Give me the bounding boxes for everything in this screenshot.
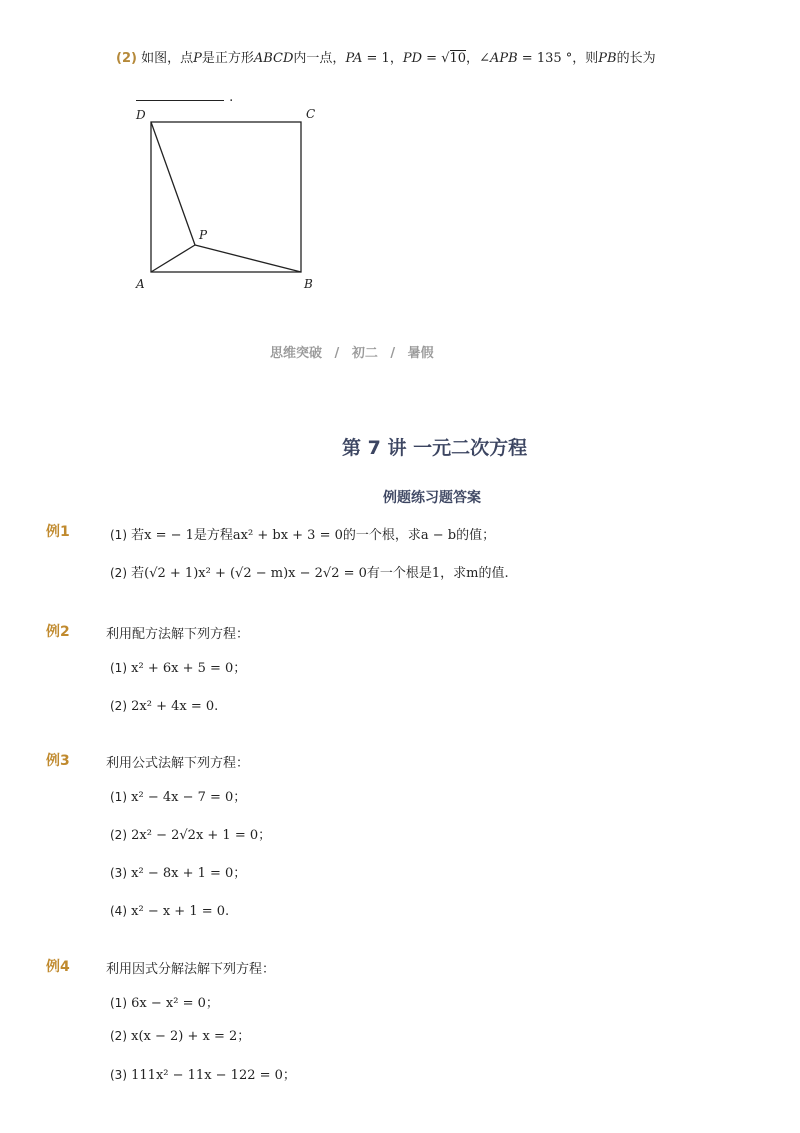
label-c: C <box>306 107 316 121</box>
square-name: ABCD <box>253 51 294 66</box>
problem-text: ，则 <box>572 51 599 66</box>
item-number: (3) <box>110 1068 127 1082</box>
example-3-item-2 <box>110 826 271 845</box>
problem-2-statement: (2) 如图，点P是正方形ABCD内一点，PA = 1，PD = √10，∠APB = 135 °，则PB的长为 <box>116 51 656 66</box>
footer-separator: / <box>390 346 396 361</box>
example-2-intro: 利用配方法解下列方程： <box>106 627 250 642</box>
item-text: x(x − 2) + x = 2； <box>131 1029 251 1044</box>
label-p: P <box>199 228 208 242</box>
item-number: (3) <box>110 866 127 880</box>
pd-value: √10 <box>441 51 467 66</box>
example-3-intro: 利用公式法解下列方程： <box>106 756 250 771</box>
example-2-item-1 <box>110 659 246 678</box>
angle-label: ∠APB <box>479 51 518 66</box>
item-text: 6x − x² = 0； <box>131 996 219 1011</box>
lecture-title: 第 7 讲 一元二次方程 <box>342 437 528 459</box>
example-4-label: 例4 <box>46 959 70 975</box>
example-1-item-1 <box>110 526 495 545</box>
problem-text: 内一点， <box>293 51 346 66</box>
item-text: x² + 6x + 5 = 0； <box>131 661 247 676</box>
pd-label: PD <box>402 51 423 66</box>
example-2-label: 例2 <box>46 624 70 640</box>
angle-value: = 135 ° <box>521 51 573 66</box>
problem-text: 如图，点 <box>141 51 194 66</box>
item-number: (2) <box>110 699 127 713</box>
example-4-item-3 <box>110 1066 296 1085</box>
label-a: A <box>136 277 145 291</box>
example-3-label: 例3 <box>46 753 70 769</box>
pa-value: = 1 <box>366 51 390 66</box>
segment-pa <box>151 245 195 272</box>
example-3-item-3 <box>110 864 246 883</box>
item-text: x² − 4x − 7 = 0； <box>131 790 247 805</box>
example-4-intro: 利用因式分解法解下列方程： <box>106 962 276 977</box>
item-number: (1) <box>110 661 127 675</box>
footer-separator: / <box>334 346 340 361</box>
blank-period: . <box>229 90 234 105</box>
lecture-subtitle: 例题练习题答案 <box>383 490 481 506</box>
segment-pb <box>195 245 301 272</box>
footer-course: 思维突破 <box>270 346 323 361</box>
page-footer <box>270 342 434 361</box>
square-figure <box>130 100 330 295</box>
example-3-item-4 <box>110 902 229 921</box>
example-1-label: 例1 <box>46 524 70 540</box>
item-number: (1) <box>110 790 127 804</box>
item-text: 2x² + 4x = 0. <box>131 699 219 714</box>
label-d: D <box>136 108 146 122</box>
example-3-item-1 <box>110 788 246 807</box>
example-2-item-2 <box>110 697 218 716</box>
item-number: (4) <box>110 904 127 918</box>
item-text: 若x = − 1是方程ax² + bx + 3 = 0的一个根，求a − b的值； <box>131 528 496 543</box>
example-1-item-2 <box>110 564 509 583</box>
item-text: 若(√2 + 1)x² + (√2 − m)x − 2√2 = 0有一个根是1，求m的值. <box>131 566 509 581</box>
example-4-item-1 <box>110 994 219 1013</box>
item-text: x² − x + 1 = 0. <box>131 904 230 919</box>
item-number: (2) <box>110 1029 127 1043</box>
square-abcd <box>151 122 301 272</box>
point-p: P <box>193 51 202 66</box>
footer-term: 暑假 <box>407 346 434 361</box>
item-number: (1) <box>110 528 127 542</box>
item-text: 2x² − 2√2x + 1 = 0； <box>131 828 272 843</box>
item-text: 111x² − 11x − 122 = 0； <box>131 1068 296 1083</box>
item-text: x² − 8x + 1 = 0； <box>131 866 247 881</box>
segment-pd <box>151 122 195 245</box>
problem-text: 是正方形 <box>201 51 254 66</box>
pb-label: PB <box>598 51 617 66</box>
item-number: (2) <box>110 828 127 842</box>
item-number: (2) <box>110 566 127 580</box>
item-number: (1) <box>110 996 127 1010</box>
pd-eq: = <box>426 51 438 66</box>
label-b: B <box>304 277 313 291</box>
problem-number: (2) <box>116 51 137 66</box>
footer-grade: 初二 <box>351 346 378 361</box>
problem-text: 的长为 <box>616 51 656 66</box>
pa-label: PA <box>345 51 363 66</box>
example-4-item-2 <box>110 1027 250 1046</box>
